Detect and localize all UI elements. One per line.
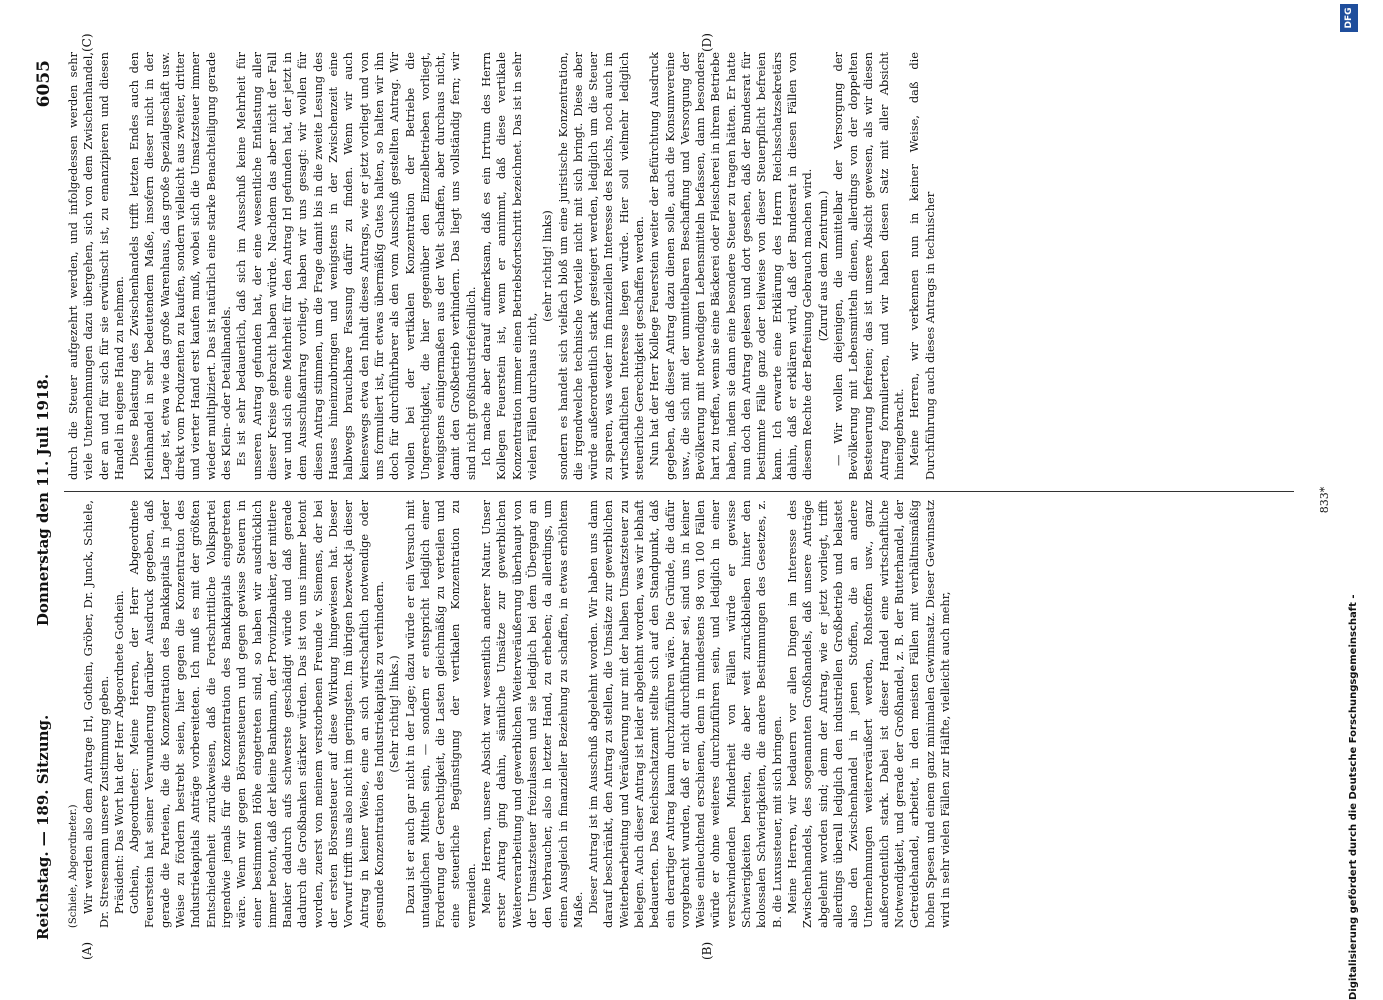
paragraph: Meine Herren, wir verkennen nun in keiner Weise, daß die Durchführung auch dieses Antrags in technischer bbox=[907, 52, 937, 480]
paragraph: Meine Herren, wir bedauern vor allen Dingen im Interesse des Zwischenhandels, des sogenannten Großhandels, daß unsere Anträge abgelehnt worden sind; denn der Antrag, wie er jetzt vorliegt, trifft allerdings überall lediglich den industriellen Großbetrieb und belastet also den Zwischenhandel in jenen Stoffen, die an andere Unternehmungen weiterveräußert werden, Rohstoffen usw., ganz außerordentlich stark. Dabei ist dieser Handel eine wirtschaftliche Notwendigkeit, und gerade der Großhandel, z. B. der Butterhandel, der Getreidehandel, arbeitet, in den meisten Fällen mit verhältnismäßig hohen Spesen und einem ganz minimalen Gewinnsatz. Dieser Gewinnsatz wird in sehr vielen Fällen zur Hälfte, vielleicht auch mehr, bbox=[784, 500, 952, 928]
paragraph: (sehr richtig! links) bbox=[540, 210, 555, 322]
dfg-logo: DFG bbox=[1340, 4, 1358, 32]
left-text-column bbox=[66, 500, 1306, 928]
right-text-column bbox=[66, 52, 1306, 480]
paragraph: Wir werden also dem Antrage Irl, Gothein, Gröber, Dr. Junck, Schiele, Dr. Stresemann unsere Zustimmung geben. bbox=[81, 500, 111, 928]
margin-marker-c: (C) bbox=[80, 33, 94, 52]
paragraph: sondern es handelt sich vielfach bloß um eine juristische Konzentration, die irgendwelche technische Vorteile nicht mit sich bringt. Diese aber würde außerordentlich stark gesteigert werden, lediglich um die Steuer zu sparen, was weder im finanziellen Interesse des Reichs, noch auch im wirtschaftlichen Interesse liegen würde. Hier soll vielmehr lediglich steuerliche Gerechtigkeit geschaffen werden. bbox=[555, 52, 646, 480]
column-divider bbox=[64, 491, 1294, 492]
paragraph: Es ist sehr bedauerlich, daß sich im Ausschuß keine Mehrheit für unseren Antrag gefunden hat, der eine wesentliche Entlastung aller dieser Kreise gebracht haben würde. Nachdem das aber nicht der Fall war und sich eine Mehrheit für den Antrag Irl gefunden hat, der jetzt in dem Ausschußantrag vorliegt, haben wir uns gesagt: wir wollen für diesen Antrag stimmen, um die Frage damit bis in die zweite Lesung des Hauses hineinzubringen und wenigstens in der Zwischenzeit eine halbwegs brauchbare Fassung dafür zu finden. Wenn wir auch keineswegs etwa den Inhalt dieses Antrags, wie er jetzt vorliegt und von uns formuliert ist, für etwas übermäßig Gutes halten, so halten wir ihn doch für durchführbarer als den vom Ausschuß gestellten Antrag. Wir wollen bei der vertikalen Konzentration der Betriebe die Ungerechtigkeit, die hier gegenüber den Einzelbetrieben vorliegt, wenigstens einigermaßen aus der Welt schaffen, aber durchaus nicht, damit den Großbetrieb verhindern. Das liegt uns vollständig fern; wir sind nicht großindustriefeindlich. bbox=[234, 52, 478, 480]
digitization-credit-bar bbox=[1340, 0, 1370, 1000]
paragraph: Präsident: Das Wort hat der Herr Abgeordnete Gothein. bbox=[111, 590, 126, 914]
digitization-credit: Digitalisierung gefördert durch die Deutsche Forschungsgemeinschaft - bbox=[1348, 594, 1359, 1000]
paragraph: Meine Herren, unsere Absicht war wesentlich anderer Natur. Unser erster Antrag ging dahin, sämtliche Umsätze zur gewerblichen Weiterverarbeitung und gewerblichen Weiterveräußerung überhaupt von der Umsatzsteuer freizulassen und sie lediglich bei dem Übergang an den Verbraucher, also in letzter Hand, zu erheben; da allerdings, um einen Ausgleich in finanzieller Beziehung zu schaffen, in etwas erhöhtem Maße. bbox=[479, 500, 585, 928]
margin-marker-a: (A) bbox=[80, 941, 94, 960]
paragraph: — Wir wollen diejenigen, die unmittelbar der Versorgung der Bevölkerung mit Lebensmitteln dienen, allerdings von der doppelten Besteuerung befreien; das ist unsere Absicht gewesen, als wir diesen Antrag formulierten, und wir haben diesen Satz mit aller Absicht hineingebracht. bbox=[830, 52, 907, 480]
paragraph: Gothein, Abgeordneter: Meine Herren, der Herr Abgeordnete Feuerstein hat seiner Verwunderung darüber Ausdruck gegeben, daß gerade die Parteien, die die Konzentration des Bankkapitals in jeder Weise zu fördern bestrebt seien, hier gegen die Konzentration des Industriekapitals Anträge vorbereiteten. Ich muß es mit der größten Entschiedenheit zurückweisen, daß die Fortschrittliche Volkspartei irgendwie jemals für die Konzentration des Bankkapitals eingetreten wäre. Wenn wir gegen Börsensteuern und gegen gewisse Steuern in einer bestimmten Höhe eingetreten sind, so haben wir ausdrücklich immer betont, daß der kleine Bankmann, der Provinzbankier, der mittlere Bankier dadurch aufs schwerste geschädigt würde und daß gerade dadurch die Großbanken stärker würden. Das ist von uns immer betont worden, zuerst von meinem verstorbenen Freunde v. Siemens, der bei der ersten Börsensteuer auf diese Wirkung hingewiesen hat. Dieser Vorwurf trifft uns also nicht im geringsten. Im übrigen bezweckt ja dieser Antrag in keiner Weise, eine an sich wirtschaftlich notwendige oder gesunde Konzentration des Industriekapitals zu verhindern. bbox=[127, 500, 386, 928]
page-header bbox=[34, 60, 60, 940]
paragraph: (Sehr richtig! links.) bbox=[387, 655, 402, 773]
paragraph: Diese Belastung des Zwischenhandels trifft letzten Endes auch den Kleinhandel in sehr bedeutendem Maße, insofern dieser nicht in der Lage ist, etwa wie das große Warenhaus, das große Spezialgeschäft usw. direkt vom Produzenten zu kaufen, sondern vielleicht aus zweiter, dritter und vierter Hand erst kaufen muß, wobei sich die Umsatzsteuer immer wieder multipliziert. Das ist natürlich eine starke Benachteiligung gerade des Klein- oder Detailhandels. bbox=[127, 52, 233, 480]
header-date: Donnerstag den 11. Juli 1918. bbox=[34, 373, 52, 627]
page-signature: 833* bbox=[1318, 486, 1331, 514]
paragraph: Ich mache aber darauf aufmerksam, daß es ein Irrtum des Herrn Kollegen Feuerstein ist, wenn er annimmt, daß diese vertikale Konzentration immer einen Betriebsfortschritt bezeichnet. Das ist in sehr vielen Fällen durchaus nicht, bbox=[479, 52, 539, 480]
header-left: Reichstag. — 189. Sitzung. bbox=[34, 714, 52, 940]
page-number: 6055 bbox=[34, 60, 54, 108]
margin-marker-b: (B) bbox=[700, 941, 714, 960]
paragraph: Dieser Antrag ist im Ausschuß abgelehnt worden. Wir haben uns dann darauf beschränkt, den Antrag zu stellen, die Umsätze zur gewerblichen Weiterbearbeitung und Veräußerung nur mit der halben Umsatzsteuer zu belegen. Auch dieser Antrag ist leider abgelehnt worden, was wir lebhaft bedauerten. Das Reichsschatzamt stellte sich auf den Standpunkt, daß ein derartiger Antrag kaum durchzuführen wäre. Die Gründe, die dafür vorgebracht wurden, daß er nicht durchführbar sei, sind uns in keiner Weise einleuchtend erschienen, denn in mindestens 98 von 100 Fällen würde er ohne weiteres durchzuführen sein, und lediglich in einer verschwindenden Minderheit von Fällen würde er gewisse Schwierigkeiten bereiten, die aber weit zurückbleiben hinter den kolossalen Schwierigkeiten, die andere Bestimmungen des Gesetzes, z. B. die Luxussteuer, mit sich bringen. bbox=[586, 500, 784, 928]
paragraph: (Schiele, Abgeordneter.) bbox=[68, 804, 79, 928]
paragraph: (Zuruf aus dem Zentrum.) bbox=[815, 190, 830, 342]
paragraph: Dazu ist er auch gar nicht in der Lage; dazu würde er ein Versuch mit untauglichen Mitteln sein, — sondern er entspricht lediglich einer Forderung der Gerechtigkeit, die Lasten gleichmäßig zu verteilen und eine steuerliche Begünstigung der vertikalen Konzentration zu vermeiden. bbox=[402, 500, 478, 928]
paragraph: durch die Steuer aufgezehrt werden, und infolgedessen werden sehr viele Unternehmungen dazu übergehen, sich von dem Zwischenhandel, der an und für sich für sie erwünscht ist, zu emanzipieren und diesen Handel in eigene Hand zu nehmen. bbox=[66, 52, 126, 480]
paragraph: Nun hat der Herr Kollege Feuerstein weiter der Befürchtung Ausdruck gegeben, daß dieser Antrag dazu dienen solle, auch die Konsumvereine usw., die sich mit der unmittelbaren Beschaffung und Versorgung der Bevölkerung mit notwendigen Lebensmitteln befassen, dann besonders hart zu treffen, wenn sie eine Bäckerei oder Fleischerei in ihrem Betriebe haben, indem sie dann eine besondere Steuer zu tragen hätten. Er hatte nun doch den Antrag gelesen und dort gesehen, daß der Bundesrat für bestimmte Fälle ganz oder teilweise von dieser Steuerpflicht befreien kann. Ich erwarte eine Erklärung des Herrn Reichsschatzsekretärs dahin, daß er erklären wird, daß der Bundesrat in diesen Fällen von diesem Rechte der Befreiung Gebrauch machen wird. bbox=[647, 52, 815, 480]
margin-marker-d: (D) bbox=[700, 33, 714, 52]
